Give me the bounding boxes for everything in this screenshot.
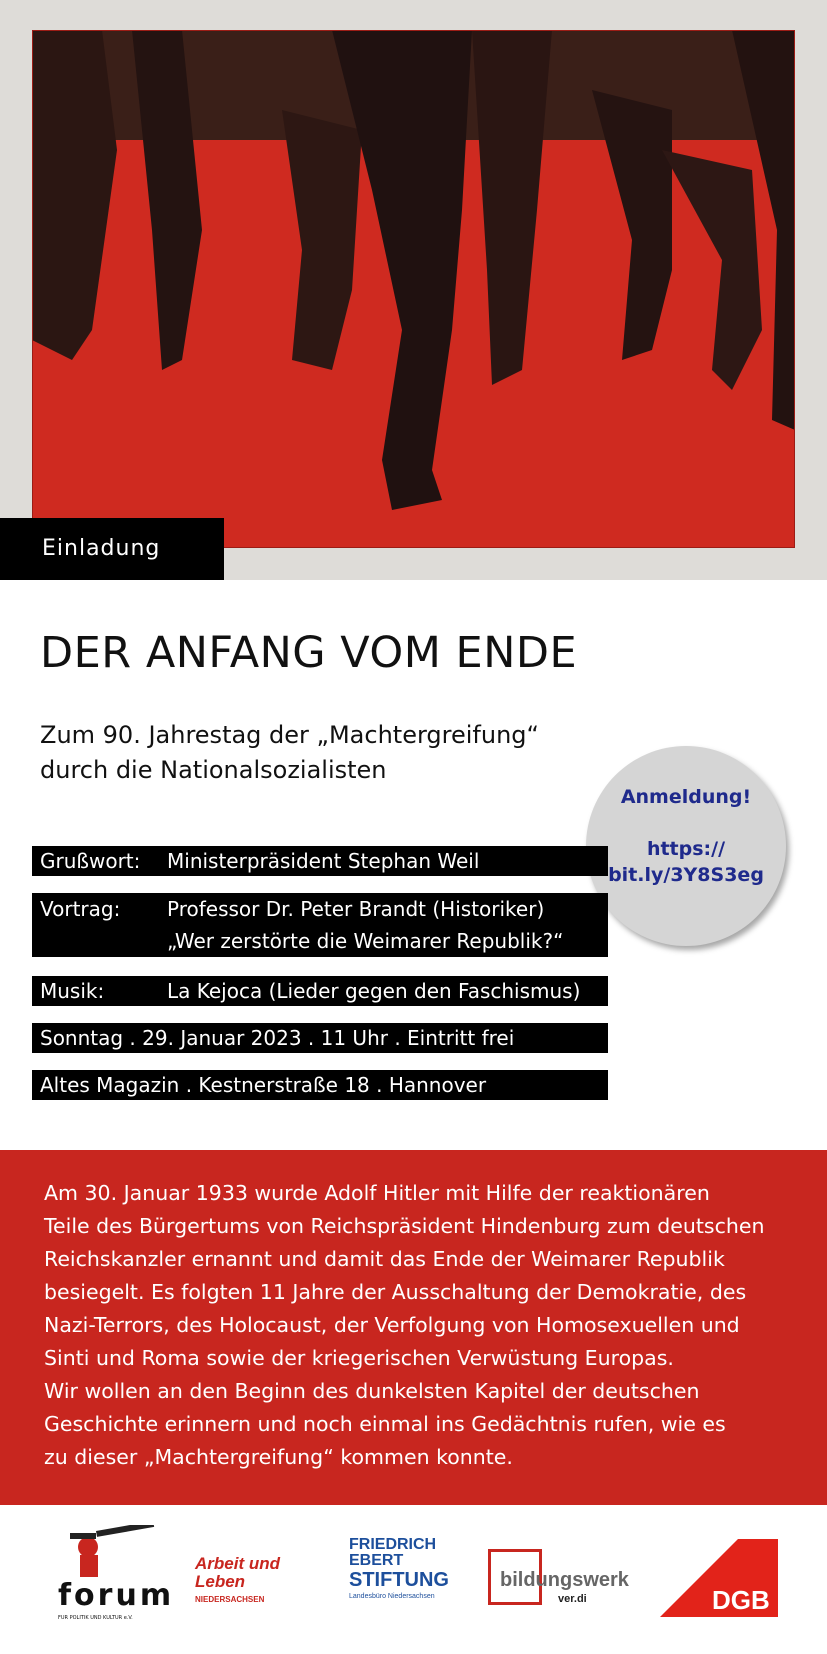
marching-legs-image [32, 30, 795, 548]
place-text: Altes Magazin . Kestnerstraße 18 . Hannover [40, 1073, 487, 1097]
description-panel [0, 1150, 827, 1505]
verdi-line-2: ver.di [558, 1593, 587, 1605]
program-value: La Kejoca (Lieder gegen den Faschismus) [167, 979, 581, 1003]
badge-link-line-2[interactable]: bit.ly/3Y8S3eg [608, 864, 764, 886]
bildungswerk-verdi-logo [488, 1549, 638, 1619]
fes-line-2: EBERT [349, 1552, 404, 1569]
arbeit-und-leben-logo [195, 1555, 305, 1625]
aul-line-2: Leben [195, 1572, 246, 1591]
forum-figure-icon [58, 1525, 163, 1585]
badge-link-line-1[interactable]: https:// [646, 838, 726, 860]
sponsor-logos [0, 1505, 827, 1654]
date-row [32, 1023, 608, 1053]
forum-logo [58, 1525, 175, 1625]
registration-badge[interactable] [586, 746, 786, 946]
date-text: Sonntag . 29. Januar 2023 . 11 Uhr . Eintritt frei [40, 1026, 515, 1050]
program-value-2: „Wer zerstörte die Weimarer Republik?“ [167, 929, 564, 953]
friedrich-ebert-stiftung-logo [349, 1537, 459, 1627]
program-key: Musik: [40, 979, 105, 1003]
program-row-musik [32, 976, 608, 1006]
fes-line-1: FRIEDRICH [349, 1536, 437, 1553]
dgb-text: DGB [712, 1585, 770, 1615]
body-line: Wir wollen an den Beginn des dunkelsten Kapitel der deutschen [44, 1379, 700, 1403]
fes-line-3: STIFTUNG [349, 1569, 449, 1591]
program-row-grusswort [32, 846, 608, 876]
program-value: Ministerpräsident Stephan Weil [167, 849, 480, 873]
forum-logo-name: forum [58, 1578, 175, 1613]
einladung-label: Einladung [0, 518, 224, 580]
body-line: Geschichte erinnern und noch einmal ins Gedächtnis rufen, wie es [44, 1412, 726, 1436]
verdi-line-1: bildungswerk [500, 1569, 629, 1591]
body-line: Nazi-Terrors, des Holocaust, der Verfolgung von Homosexuellen und [44, 1313, 740, 1337]
hero-photo [32, 30, 795, 548]
program-key: Vortrag: [40, 897, 121, 921]
fes-line-4: Landesbüro Niedersachsen [349, 1593, 435, 1600]
place-row [32, 1070, 608, 1100]
description-text [44, 1177, 804, 1474]
subtitle-line-1: Zum 90. Jahrestag der „Machtergreifung“ [40, 721, 539, 749]
body-line: Sinti und Roma sowie der kriegerischen Verwüstung Europas. [44, 1346, 674, 1370]
aul-line-1: Arbeit und [195, 1554, 280, 1573]
program-row-vortrag [32, 893, 608, 957]
badge-heading: Anmeldung! [620, 786, 752, 808]
forum-logo-subtitle: FÜR POLITIK UND KULTUR e.V. [58, 1615, 133, 1621]
program-value: Professor Dr. Peter Brandt (Historiker) [167, 897, 545, 921]
page-title: DER ANFANG VOM ENDE [40, 628, 578, 678]
subtitle [40, 718, 539, 788]
program-key: Grußwort: [40, 849, 141, 873]
aul-line-3: NIEDERSACHSEN [195, 1595, 265, 1604]
subtitle-line-2: durch die Nationalsozialisten [40, 756, 387, 784]
body-line: besiegelt. Es folgten 11 Jahre der Ausschaltung der Demokratie, des [44, 1280, 747, 1304]
dgb-logo [660, 1539, 778, 1617]
body-line: Reichskanzler ernannt und damit das Ende der Weimarer Republik [44, 1247, 725, 1271]
body-line: zu dieser „Machtergreifung“ kommen konnte. [44, 1445, 513, 1469]
body-line: Teile des Bürgertums von Reichspräsident Hindenburg zum deutschen [44, 1214, 765, 1238]
body-line: Am 30. Januar 1933 wurde Adolf Hitler mit Hilfe der reaktionären [44, 1181, 710, 1205]
